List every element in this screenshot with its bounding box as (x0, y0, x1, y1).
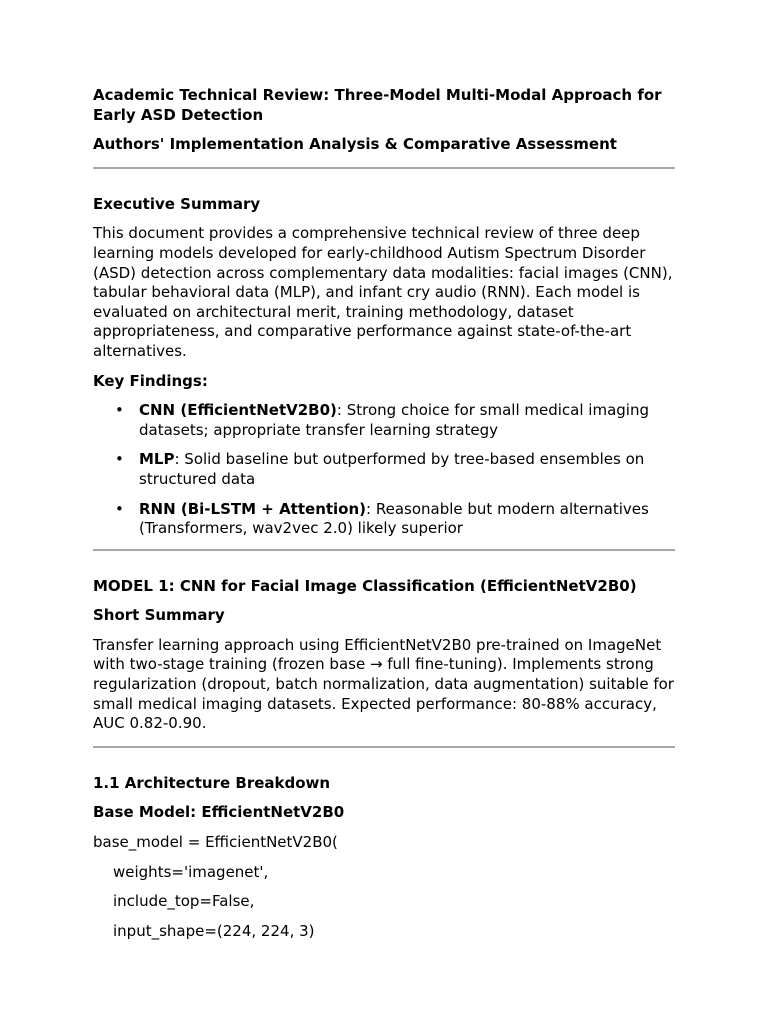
executive-summary-heading: Executive Summary (93, 194, 261, 213)
finding-mlp (93, 450, 675, 489)
finding-rnn (93, 500, 675, 539)
document-subtitle: Authors' Implementation Analysis & Comparative Assessment (93, 135, 617, 154)
divider (93, 746, 675, 748)
key-findings-label: Key Findings: (93, 371, 208, 390)
model1-heading: MODEL 1: CNN for Facial Image Classification (EfficientNetV2B0) (93, 576, 637, 595)
finding-text: : Solid baseline but outperformed by tree-based ensembles on structured data (139, 450, 645, 488)
finding-term: MLP (139, 450, 175, 469)
code-line: base_model = EfficientNetV2B0( (93, 833, 338, 852)
executive-summary-body: This document provides a comprehensive technical review of three deep learning models developed for early-childhood Autism Spectrum Disorder (ASD) detection across complementary data modalities: facial images (CNN), tabular behavioral data (MLP), and infant cry audio (RNN). Each model is evaluated on architectural merit, training methodology, dataset appropriateness, and comparative performance against state-of-the-art alternatives. (93, 224, 673, 360)
code-line: include_top=False, (113, 892, 255, 911)
finding-text: : Reasonable but modern alternatives (Transformers, wav2vec 2.0) likely superior (139, 499, 649, 538)
bullet-icon: • (115, 499, 124, 518)
document-title: Academic Technical Review: Three-Model Multi-Modal Approach for Early ASD Detection (93, 86, 662, 124)
key-findings-list (93, 401, 675, 539)
bullet-icon: • (115, 401, 124, 420)
code-line: input_shape=(224, 224, 3) (113, 921, 315, 940)
code-line: weights='imagenet', (113, 862, 269, 881)
divider (93, 167, 675, 169)
short-summary-body: Transfer learning approach using EfficientNetV2B0 pre-trained on ImageNet with two-stage training (frozen base → full fine-tuning). Implements strong regularization (dropout, batch normalization, data augmentation) suitable for small medical imaging datasets. Expected performance: 80-88% accuracy, AUC 0.82-0.90. (93, 635, 674, 733)
divider (93, 549, 675, 551)
base-model-label: Base Model: EfficientNetV2B0 (93, 803, 345, 822)
finding-term: CNN (EfficientNetV2B0) (139, 401, 337, 420)
finding-text: : Strong choice for small medical imaging datasets; appropriate transfer learning strategy (139, 401, 649, 439)
finding-cnn (93, 401, 675, 440)
short-summary-label: Short Summary (93, 606, 225, 625)
bullet-icon: • (115, 450, 124, 469)
finding-term: RNN (Bi-LSTM + Attention) (139, 499, 367, 518)
architecture-heading: 1.1 Architecture Breakdown (93, 773, 331, 792)
